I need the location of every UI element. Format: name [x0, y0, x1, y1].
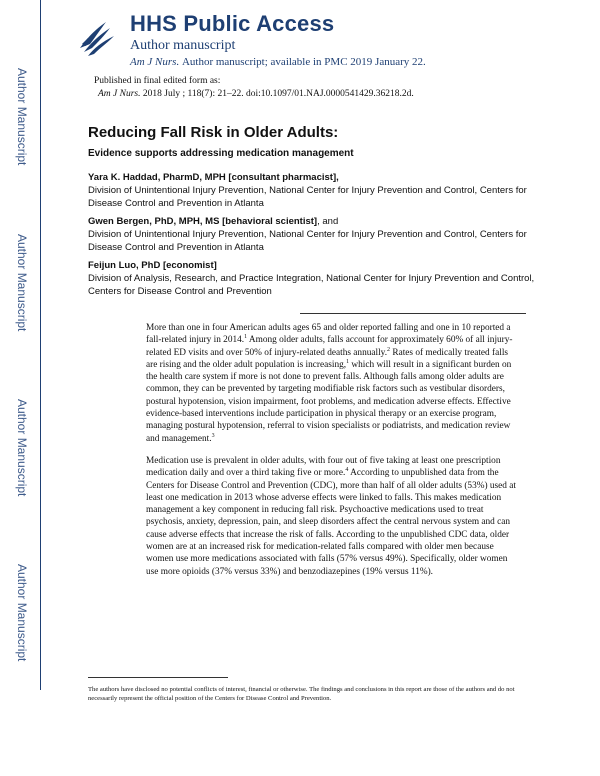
sidebar-label: Author Manuscript [15, 234, 29, 332]
sidebar-label: Author Manuscript [15, 399, 29, 497]
author-affiliation: Division of Unintentional Injury Prevention, National Center for Injury Prevention and Control, Centers for Disease Control and Prevention in Atlanta [88, 185, 527, 209]
reference-link[interactable]: 3 [211, 432, 215, 439]
author-name: Gwen Bergen, PhD, MPH, MS [behavioral scientist] [88, 216, 318, 227]
author-entry [88, 171, 548, 210]
author-entry [88, 215, 548, 254]
published-label: Published in final edited form as: [94, 76, 221, 86]
article-title: Reducing Fall Risk in Older Adults: [88, 124, 339, 141]
author-name: Feijun Luo, PhD [economist] [88, 260, 217, 271]
article-subtitle: Evidence supports addressing medication management [88, 148, 354, 159]
author-conjunction: , and [317, 216, 339, 227]
sidebar-label: Author Manuscript [15, 564, 29, 662]
abstract-divider [300, 313, 526, 314]
author-name: Yara K. Haddad, PharmD, MPH [consultant pharmacist], [88, 172, 339, 183]
author-manuscript-sidebar [0, 0, 40, 700]
body-text: which will result in a significant burden on the health care system if more is not done to prevent falls. Although falls among older adults are common, they can be prevented by targeting modifiable risk factors such as vestibular disorders, postural hypotension, vision impairment, foot problems, and medication adverse effects. Effective evidence-based interventions include participation in physical therapy or an exercise program, managing postural hypotension, referral to vision specialists or podiatrists, and medication review and management. [146, 359, 512, 444]
hhs-eagle-logo-icon [76, 18, 116, 58]
author-manuscript-label: Author manuscript [130, 38, 236, 53]
author-affiliation: Division of Unintentional Injury Prevention, National Center for Injury Prevention and Control, Centers for Disease Control and Prevention in Atlanta [88, 229, 527, 253]
author-affiliation: Division of Analysis, Research, and Practice Integration, National Center for Injury Prevention and Control, Centers for Disease Control and Prevention [88, 273, 535, 297]
sidebar-divider [40, 0, 41, 690]
sidebar-label: Author Manuscript [15, 68, 29, 166]
publication-journal: Am J Nurs. [98, 89, 141, 99]
body-text: More than one in four American adults ages 65 and older reported falling and one in 10 reported a fall-related injury in 2014. [146, 323, 511, 346]
publication-citation [94, 88, 414, 101]
body-text: Rates of medically treated falls are rising and the older adult population is increasing, [146, 347, 509, 370]
hhs-public-access-title: HHS Public Access [130, 11, 335, 36]
author-list [88, 171, 548, 303]
header-availability: Author manuscript; available in PMC 2019 January 22. [181, 56, 426, 68]
header-journal: Am J Nurs. [130, 56, 180, 68]
body-text: Among older adults, falls account for approximately 60% of all injury-related ED visits and over 50% of injury-related deaths annually. [146, 335, 513, 358]
reference-link[interactable]: 1 [244, 334, 248, 341]
body-text: According to unpublished data from the Centers for Disease Control and Prevention (CDC), more than half of all older adults (53%) used at least one medication in 2013 whose adverse effects were linked to falls. This makes medication management a key component in reducing fall risk. Psychoactive medications used to treat psychosis, anxiety, depression, pain, and sleep disorders affect the central nervous system and can cause adverse effects that increase the risk of falls. According to the unpublished CDC data, older women are at an increased risk for medication-related falls compared with older men because women use more medications associated with falls (57% versus 49%). Specifically, older women use more opioids (37% versus 33%) and benzodiazepines (19% versus 11%). [146, 468, 516, 577]
article-body [146, 322, 520, 588]
body-text: Medication use is prevalent in older adults, with four out of five taking at least one prescription medication daily and over a third taking five or more. [146, 455, 501, 479]
publication-info [94, 75, 414, 101]
author-entry [88, 259, 548, 298]
disclosure-footnote: The authors have disclosed no potential conflicts of interest, financial or otherwise. The findings and conclusions in this report are those of the authors and do not necessarily represent the official position of the Centers for Disease Control and Prevention. [88, 686, 515, 702]
publication-details: 2018 July ; 118(7): 21–22. doi:10.1097/01.NAJ.0000541429.36218.2d. [142, 89, 414, 99]
reference-link[interactable]: 2 [387, 346, 391, 353]
reference-link[interactable]: 1 [346, 358, 350, 365]
body-paragraph-2 [146, 455, 520, 578]
header-citation [130, 56, 426, 68]
footnote-divider [88, 677, 228, 678]
body-paragraph-1 [146, 322, 520, 445]
reference-link[interactable]: 4 [345, 467, 349, 474]
